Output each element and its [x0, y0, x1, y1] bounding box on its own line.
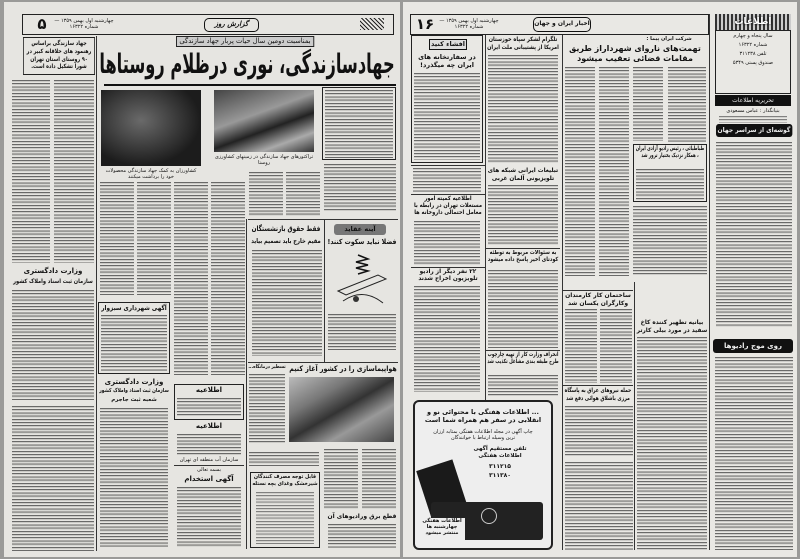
text-column	[328, 524, 396, 548]
pen-cartoon-illustration	[328, 251, 396, 311]
text-column	[324, 164, 396, 212]
column-rule	[246, 219, 247, 549]
text-column	[636, 169, 704, 200]
photo-farmers	[101, 90, 201, 166]
notice-subheading: شعبه ثبت جاجرم	[111, 397, 157, 403]
article-headline: ساختمان کار کارمندان وکارگران یکسان شد	[565, 292, 631, 307]
text-column	[599, 67, 629, 276]
divider	[248, 362, 398, 363]
article-headline: تبلیغات ایرانی شبکه های تلویزیونی آلمان غربی	[487, 167, 559, 182]
photo-tractor	[214, 90, 314, 152]
page-date: چهارشنبه اول بهمن ۱۳۵۹ — شماره ۱۶۳۲۲	[439, 18, 499, 30]
text-column	[414, 221, 480, 265]
column-rule	[324, 220, 325, 362]
article-headline: بیانیه تطهیر کننده کاخ سفید در مورد بیلی کارتر	[636, 319, 708, 334]
expose-headline: در سفارتخانه های ایران چه میگذرد!	[418, 53, 476, 70]
opinion-label: آینه عقاید	[334, 224, 386, 235]
text-column	[414, 286, 480, 392]
newspaper-logo-icon	[360, 18, 384, 30]
milk-notice-heading: قابل توجه مصرف کنندگان شیرخشک وغذای بچه نستله	[252, 474, 318, 487]
text-column	[101, 315, 167, 371]
divider	[563, 290, 633, 291]
article-headline: حمله نیروهای عراق به پاسگاه مرزی باشلاق هوائی دفع شد	[564, 387, 632, 402]
main-kicker: شرکت ایران پیما :	[646, 36, 692, 42]
ad-heading: آگهی شهرداری سبزوار	[101, 304, 167, 312]
section-logo: گزارش روز	[204, 18, 259, 32]
text-column	[324, 449, 358, 509]
divider	[486, 248, 560, 249]
masthead-line: سال پنجاه و چهارم	[733, 33, 773, 39]
ad-headline: ... اطلاعات هفتگی با محتوائی نو و انقلابی در سفر هم همراه شما است	[424, 408, 542, 425]
text-column	[719, 116, 787, 123]
text-column	[715, 357, 793, 550]
expose-label: افشاء کنید	[429, 39, 467, 50]
main-headline: تهمت‌های ناروای شهرداراز طریق مقامات قضائی تعقیب میشود	[569, 44, 701, 63]
text-column	[565, 309, 597, 383]
notice-subheading: سازمان ثبت اسناد واملاک کشور	[13, 278, 93, 285]
article-headline: طباطبائی ، رئیس رادیو آزادی ایران ، همکار نزدیک بختیار ترور شد	[635, 146, 705, 160]
notice-heading: وزارت دادگستری	[23, 267, 83, 275]
left-newspaper-page	[4, 2, 400, 557]
summary-box: جهاد سازندگی براساس رهنمود های خلاقانه کبیر در ۹۰ روستای استان تهران شورا تشکیل داده است.	[23, 37, 95, 75]
text-column	[54, 80, 94, 263]
ad-footer: اطلاعات هفتگی چهارشنبه ها منتشر میشود	[419, 518, 465, 540]
text-column	[565, 67, 595, 276]
editorial-label: تحریریه اطلاعات	[715, 95, 791, 106]
text-column	[633, 67, 663, 141]
ad-body: چاپ آگهی در مجله اطلاعات هفتگی بمثابه ارزان ترین وسیله ارتباط با خوانندگان	[433, 429, 533, 441]
article-headline: فقط حقوق بازنشستگان	[251, 224, 321, 233]
text-column	[252, 250, 322, 356]
article-subheadline: مقیم خارج باید تصمیم بیاید	[251, 237, 321, 245]
photo-caption: کشاورزان به کمک جهاد سازندگی محصولات خود را برداشت میکنند	[105, 168, 197, 180]
text-column	[12, 406, 94, 551]
text-column	[565, 406, 633, 456]
hiring-heading: آگهی استخدام	[184, 475, 234, 483]
divider	[411, 194, 485, 195]
text-column	[12, 290, 94, 400]
text-column	[362, 449, 396, 509]
headline-kicker: بمناسبت دومین سال حیات پربار جهاد سازندگی	[176, 36, 314, 47]
masthead-logo: اطلاعات	[715, 14, 791, 30]
clinic-kicker: تسطیر درمانگاه...	[248, 364, 286, 370]
notice-signature: سازمان آب منطقه ای تهران	[179, 457, 239, 463]
divider	[486, 350, 560, 351]
ad-phone: ۳۱۱۳۸۰	[489, 472, 511, 479]
hiring-kicker: بسمه تعالی	[196, 467, 222, 473]
article-headline: به سئوالات مربوط به توطئه کودتای اخیر پاسخ داده میشود	[487, 250, 559, 264]
masthead-line: شماره ۱۶۳۲۲	[738, 42, 768, 48]
text-column	[177, 487, 241, 548]
photo-aircraft	[289, 377, 394, 442]
column-rule	[709, 14, 710, 550]
world-corner-heading: گوشه‌ای از سراسر جهان	[716, 124, 792, 137]
main-headline: جهادسازندگی، نوری درظلام روستاها	[99, 49, 395, 80]
text-column	[637, 337, 707, 550]
divider	[411, 267, 485, 268]
article-headline: انحراف وزارت کار از تهیه چارچوب طرح طبقه بندی مشاغل تکذیب شد	[487, 352, 559, 366]
text-column	[100, 182, 134, 295]
page-date: چهارشنبه اول بهمن ۱۳۵۹ — شماره ۱۶۳۲۲	[54, 18, 114, 30]
divider	[104, 84, 396, 86]
text-column	[716, 142, 792, 327]
divider	[174, 465, 244, 466]
text-column	[249, 452, 319, 466]
text-column	[600, 309, 632, 383]
text-column	[488, 375, 558, 396]
divider	[248, 219, 398, 220]
masthead-line: صندوق پستی ۵۳۴۹	[732, 60, 774, 66]
text-column	[668, 67, 706, 142]
article-headline: قطع برق ورادیوهای آن	[327, 513, 397, 520]
radio-waves-heading: روی موج رادیوها	[713, 339, 793, 353]
text-column	[328, 314, 396, 350]
notice-subheading: سازمان ثبت اسناد واملاک کشور	[99, 388, 169, 394]
text-column	[633, 206, 707, 276]
text-column	[488, 185, 558, 246]
column-rule	[634, 282, 635, 550]
text-column	[325, 90, 393, 158]
article-headline: تلگرام لشکر سپاه خوزستان امریکا از پشتیبانی ملت ایران	[487, 36, 559, 51]
right-newspaper-page	[403, 2, 797, 557]
divider	[563, 385, 633, 386]
photo-caption: تراکتورهای جهاد سازندگی در زمینهای کشاورزی روستا	[214, 154, 314, 166]
text-column	[100, 408, 168, 547]
ad-phone: ۳۱۱۲۱۵	[489, 463, 511, 470]
section-logo: اخبار ایران و جهان	[533, 17, 591, 32]
text-column	[249, 172, 283, 217]
emblem-icon	[481, 508, 497, 524]
text-column	[249, 374, 285, 444]
column-rule	[96, 36, 97, 551]
text-column	[565, 462, 633, 550]
text-column	[488, 270, 558, 348]
article-headline: ۲۲ نفر دیگر از رادیو تلویزیون اخراج شدند	[418, 269, 478, 283]
text-column	[137, 182, 171, 295]
text-column	[177, 398, 241, 417]
ad-phone-label: تلفن مستقیم آگهی اطلاعات هفتگی	[473, 446, 527, 459]
text-column	[488, 55, 558, 164]
text-column	[413, 168, 481, 192]
page-number: ۱۶	[415, 15, 435, 33]
text-column	[177, 434, 241, 455]
aircraft-headline: هواپیماسازی را در کشور آغاز کنیم	[289, 364, 397, 373]
text-column	[12, 80, 50, 263]
text-column	[414, 73, 480, 160]
text-column	[256, 492, 314, 544]
opinion-headline: فضلا نباید سکوت کنند!	[327, 238, 397, 246]
divider	[411, 165, 485, 166]
notice-heading: وزارت دادگستری	[104, 378, 164, 386]
article-headline: اطلاعیه کمیته امور مستغلات تهران در رابطه با معامل احتمالی داروخانه ها	[413, 196, 483, 217]
page-number: ۵	[37, 15, 47, 33]
notice-heading: اطلاعیه	[195, 422, 223, 430]
notice-heading: اطلاعیه	[195, 386, 223, 394]
text-column	[211, 182, 245, 375]
text-column	[174, 182, 208, 375]
masthead-founder: بنیانگذار : عباس مسعودی	[726, 108, 780, 114]
text-column	[286, 172, 320, 217]
masthead-line: تلفن ۳۱۱۲۳۸	[739, 51, 767, 57]
